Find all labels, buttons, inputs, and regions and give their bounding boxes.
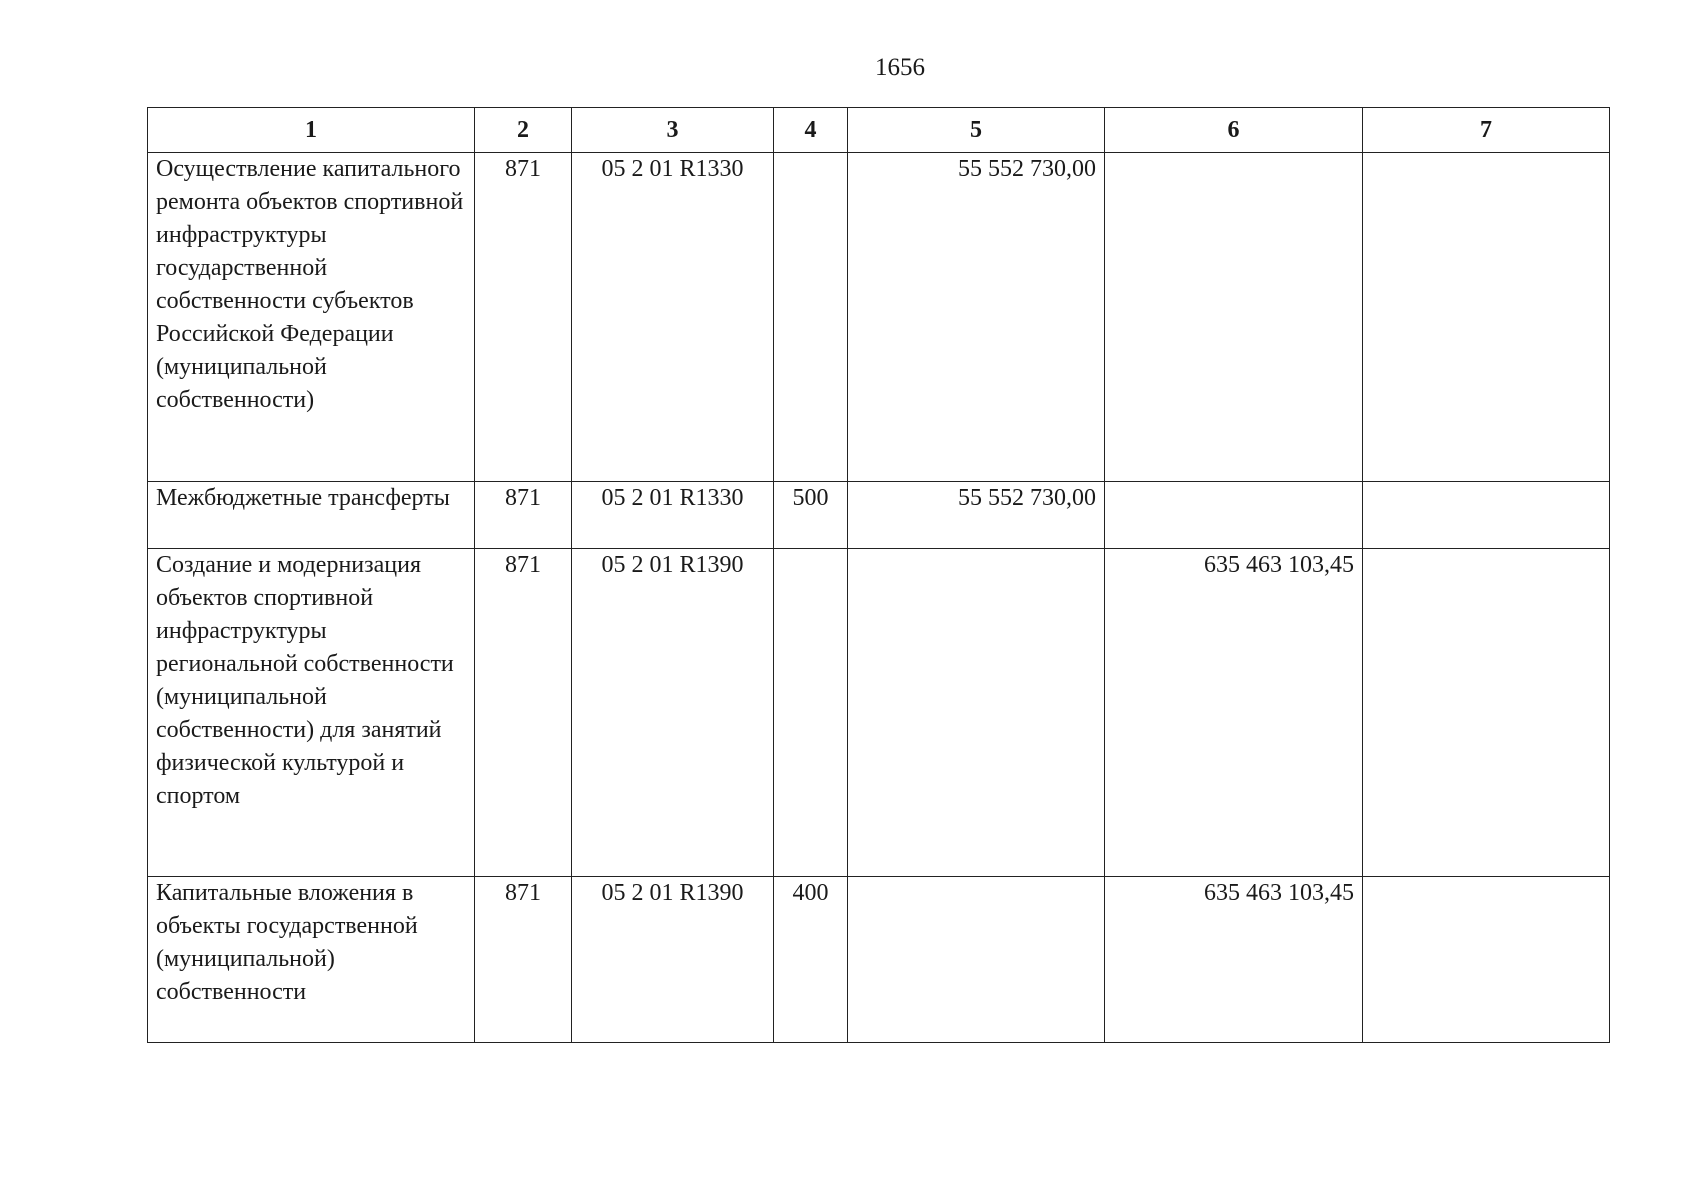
row-col6-cell: 635 463 103,45: [1105, 877, 1363, 1043]
row-col7-cell: [1363, 482, 1610, 549]
column-header-4: 4: [774, 108, 848, 153]
header-row: [148, 108, 1610, 153]
column-header-7: 7: [1363, 108, 1610, 153]
row-name-cell: Капитальные вложения в объекты государственной (муниципальной) собственности: [148, 877, 475, 1043]
row-name-cell: Осуществление капитального ремонта объектов спортивной инфраструктуры государственной собственности субъектов Российской Федерации (муниципальной собственности): [148, 153, 475, 482]
row-col5-cell: [848, 877, 1105, 1043]
row-type-cell: [774, 549, 848, 877]
page-number: 1656: [875, 54, 925, 81]
row-code-cell: 871: [475, 877, 572, 1043]
row-code-cell: 871: [475, 549, 572, 877]
row-col7-cell: [1363, 153, 1610, 482]
row-col6-cell: [1105, 153, 1363, 482]
row-col7-cell: [1363, 549, 1610, 877]
row-col7-cell: [1363, 877, 1610, 1043]
table-row: [148, 549, 1610, 877]
row-type-cell: [774, 153, 848, 482]
row-article-cell: 05 2 01 R1330: [572, 482, 774, 549]
column-header-6: 6: [1105, 108, 1363, 153]
table-row: [148, 482, 1610, 549]
table-row: [148, 877, 1610, 1043]
row-name-cell: Межбюджетные трансферты: [148, 482, 475, 549]
column-header-3: 3: [572, 108, 774, 153]
row-article-cell: 05 2 01 R1390: [572, 549, 774, 877]
column-header-2: 2: [475, 108, 572, 153]
row-col5-cell: 55 552 730,00: [848, 482, 1105, 549]
row-col6-cell: [1105, 482, 1363, 549]
row-article-cell: 05 2 01 R1390: [572, 877, 774, 1043]
row-article-cell: 05 2 01 R1330: [572, 153, 774, 482]
column-header-1: 1: [148, 108, 475, 153]
row-col5-cell: [848, 549, 1105, 877]
row-col6-cell: 635 463 103,45: [1105, 549, 1363, 877]
row-code-cell: 871: [475, 482, 572, 549]
row-name-cell: Создание и модернизация объектов спортивной инфраструктуры региональной собственности (муниципальной собственности) для занятий физической культурой и спортом: [148, 549, 475, 877]
row-type-cell: 500: [774, 482, 848, 549]
budget-table: [147, 107, 1610, 1043]
table-row: [148, 153, 1610, 482]
row-code-cell: 871: [475, 153, 572, 482]
column-header-5: 5: [848, 108, 1105, 153]
row-type-cell: 400: [774, 877, 848, 1043]
row-col5-cell: 55 552 730,00: [848, 153, 1105, 482]
